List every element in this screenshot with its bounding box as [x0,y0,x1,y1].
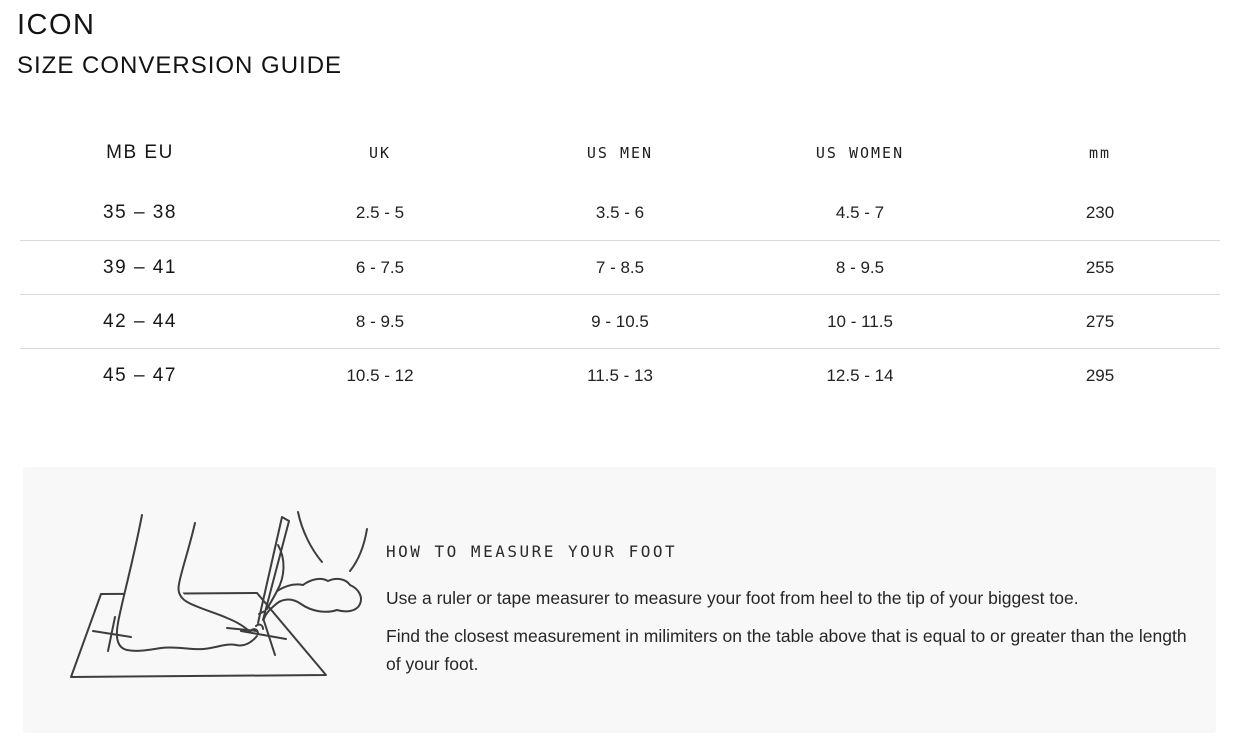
cell-uswomen-range: 8 - 9.5 [835,257,885,277]
how-to-measure-panel [23,467,1216,733]
how-to-paragraph-1: Use a ruler or tape measurer to measure your foot from heel to the tip of your biggest toe. [386,588,1079,608]
table-row [20,294,1220,348]
cell-uk-range: 10.5 - 12 [346,365,414,385]
table-row [20,240,1220,294]
header-cell-us-men: US MEN [586,144,654,162]
table-header-row [20,130,1220,176]
cell-uk-range: 6 - 7.5 [355,257,405,277]
cell-usmen-range: 9 - 10.5 [591,311,649,331]
cell-uswomen-range: 10 - 11.5 [827,311,893,331]
cell-eu-range: 42 – 44 [103,310,177,332]
cell-uswomen-range: 12.5 - 14 [826,365,894,385]
table-row [20,186,1220,240]
cell-uk-range: 8 - 9.5 [355,311,405,331]
page-title: ICON [17,9,96,41]
size-conversion-table [20,130,1220,402]
foot-measure-illustration-icon [31,487,371,717]
table-body [20,186,1220,402]
how-to-heading: HOW TO MEASURE YOUR FOOT [386,542,678,561]
cell-usmen-range: 3.5 - 6 [595,203,645,222]
cell-mm-value: 230 [1085,203,1115,222]
header-cell-us-women: US WOMEN [815,144,905,162]
header-cell-mb-eu: MB EU [106,142,174,163]
cell-mm-value: 255 [1085,257,1115,277]
page-subtitle: SIZE CONVERSION GUIDE [17,52,343,79]
how-to-paragraph-2: Find the closest measurement in milimiters on the table above that is equal to or greater than the length of your foot. [386,626,1187,674]
table-row [20,348,1220,402]
cell-usmen-range: 7 - 8.5 [595,257,645,277]
cell-uswomen-range: 4.5 - 7 [835,203,885,222]
cell-eu-range: 39 – 41 [103,256,177,278]
cell-mm-value: 275 [1085,311,1115,331]
cell-eu-range: 35 – 38 [103,202,177,223]
header-cell-mm: mm [1088,144,1112,162]
cell-eu-range: 45 – 47 [103,364,177,386]
cell-uk-range: 2.5 - 5 [355,203,405,222]
cell-usmen-range: 11.5 - 13 [587,365,653,385]
cell-mm-value: 295 [1085,365,1115,385]
header-cell-uk: UK [368,144,392,162]
